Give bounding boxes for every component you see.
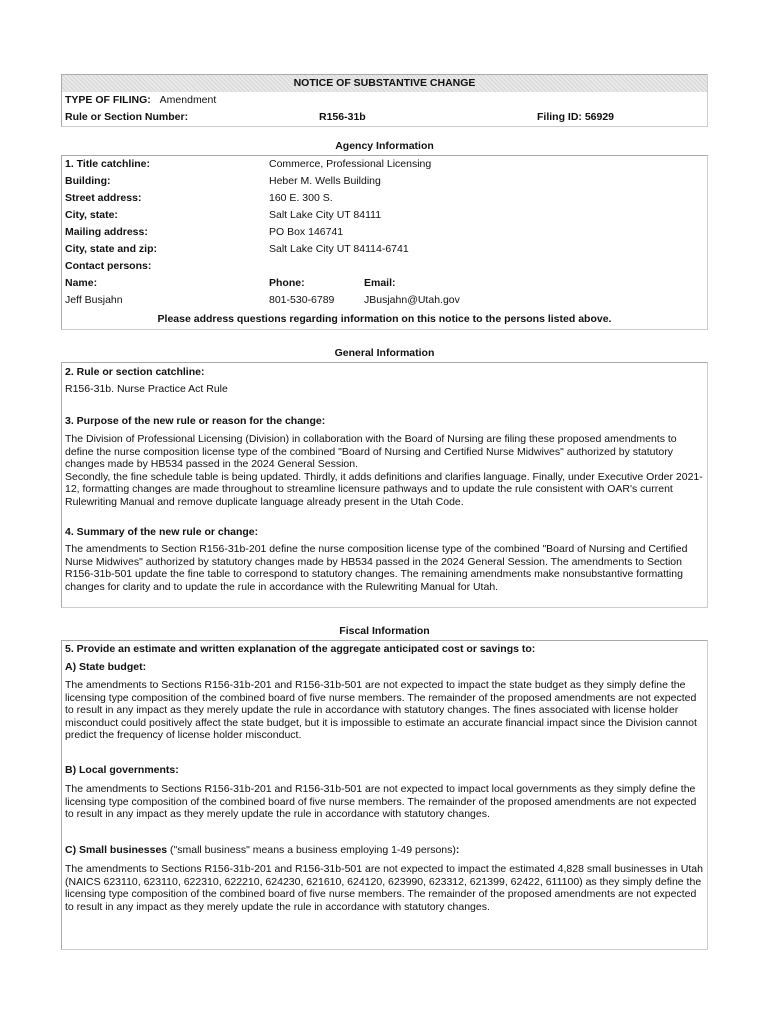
rule-number-row	[62, 109, 707, 126]
agency-row-label: Street address:	[65, 192, 142, 204]
agency-table	[61, 155, 708, 330]
contact-name: Jeff Busjahn	[65, 294, 123, 306]
fiscal-table	[61, 640, 708, 950]
small-businesses-label	[62, 839, 707, 861]
summary-text: The amendments to Section R156-31b-201 define the nurse composition license type of the combined "Board of Nursing and Certified Nurse Midwives" authorized by statutory changes made by HB534 passed in the 2024 General Session. The amendments to Section R156-31b-501 update the fine table to correspond to statutory changes. The remaining amendments make nonsubstantive formatting changes for clarity and to update the rule in accordance with the Rulewriting Manual for Utah.	[65, 543, 688, 593]
filing-type-label: TYPE OF FILING:	[65, 94, 151, 106]
agency-row-label: City, state and zip:	[65, 243, 157, 255]
contact-email: JBusjahn@Utah.gov	[364, 294, 460, 306]
purpose-paragraph-2: Secondly, the fine schedule table is being updated. Thirdly, it adds definitions and clarifies language. Finally, under Executive Order 2021-12, formatting changes are made throughout to streamline licensure pathways and to update the rule consistent with OAR's current Rulewriting Manual and remove duplicate language already present in the Utah Code.	[65, 470, 703, 508]
small-businesses-colon: :	[455, 844, 460, 856]
contact-phone-header: Phone:	[269, 277, 305, 289]
agency-row-value: Commerce, Professional Licensing	[269, 158, 432, 170]
state-budget-text: The amendments to Sections R156-31b-201 and R156-31b-501 are not expected to impact the state budget as they simply define the licensing type composition of the combined board of five nurse members. The remainder of the proposed amendments are not expected to result in any impact as they merely update the rule in accordance with statutory changes. The fines associated with license holder misconduct could positively affect the state budget, but it is impossible to estimate an accurate financial impact since the Division cannot predict the frequency of license holder misconduct.	[65, 679, 697, 742]
purpose-paragraph-1: The Division of Professional Licensing (Division) in collaboration with the Board of Nursing are filing these proposed amendments to define the nurse composition license type of the combined "Board of Nursing and Certified Nurse Midwives" authorized by statutory changes made by HB534 passed in the 2024 General Session.	[65, 433, 677, 471]
agency-row-value: Heber M. Wells Building	[269, 175, 381, 187]
agency-row	[62, 173, 707, 190]
general-table	[61, 362, 708, 608]
filing-type-value: Amendment	[159, 94, 217, 106]
agency-row	[62, 207, 707, 224]
agency-row	[62, 190, 707, 207]
purpose-label: 3. Purpose of the new rule or reason for the change:	[65, 415, 326, 427]
agency-row-label: Mailing address:	[65, 226, 148, 238]
contact-row	[62, 292, 707, 309]
small-businesses-text: The amendments to Sections R156-31b-201 and R156-31b-501 are not expected to impact the estimated 4,828 small businesses in Utah (NAICS 623110, 623110, 622310, 622210, 624230, 621610, 624120, 623990, 623312, 621399, 62422, 611100) as they simply define the licensing type composition of the combined board of five nurse members. The remainder of the proposed amendments are not expected to result in any impact as they merely update the rule in accordance with statutory changes.	[65, 863, 703, 913]
agency-row	[62, 156, 707, 173]
rule-number-label: Rule or Section Number:	[65, 111, 189, 123]
agency-row	[62, 224, 707, 241]
agency-row-value: PO Box 146741	[269, 226, 344, 238]
cost-estimate-label: 5. Provide an estimate and written explanation of the aggregate anticipated cost or savings to:	[65, 643, 536, 655]
agency-row-value: Salt Lake City UT 84111	[269, 209, 382, 221]
contact-phone: 801-530-6789	[269, 294, 335, 306]
rule-number-value: R156-31b	[319, 111, 366, 123]
agency-row-value: Salt Lake City UT 84114-6741	[269, 243, 409, 255]
rule-catchline-value: R156-31b. Nurse Practice Act Rule	[65, 383, 228, 395]
contact-note: Please address questions regarding information on this notice to the persons listed above.	[157, 313, 612, 325]
notice-page	[61, 74, 708, 950]
agency-row-value: 160 E. 300 S.	[269, 192, 333, 204]
filing-type-row	[62, 92, 707, 109]
agency-row-label: 1. Title catchline:	[65, 158, 150, 170]
contact-persons-label: Contact persons:	[65, 260, 152, 272]
local-governments-label: B) Local governments:	[65, 764, 179, 776]
filing-header-box	[61, 74, 708, 127]
agency-row-label: Building:	[65, 175, 111, 187]
agency-row-label: City, state:	[65, 209, 118, 221]
small-businesses-definition: ("small business" means a business employing 1-49 persons)	[167, 844, 456, 856]
agency-section-title: Agency Information	[335, 140, 434, 152]
fiscal-section-title: Fiscal Information	[339, 625, 430, 637]
general-section-title: General Information	[334, 347, 435, 359]
state-budget-label: A) State budget:	[65, 661, 147, 673]
contact-email-header: Email:	[364, 277, 396, 289]
purpose-text	[62, 431, 707, 523]
rule-catchline-label: 2. Rule or section catchline:	[65, 366, 205, 378]
contact-header-row	[62, 275, 707, 292]
notice-title: NOTICE OF SUBSTANTIVE CHANGE	[62, 75, 707, 92]
small-businesses-title: C) Small businesses	[65, 844, 168, 856]
summary-label: 4. Summary of the new rule or change:	[65, 526, 259, 538]
filing-id: Filing ID: 56929	[537, 111, 615, 123]
local-governments-text: The amendments to Sections R156-31b-201 and R156-31b-501 are not expected to impact local governments as they simply define the licensing type composition of the combined board of five nurse members. The remainder of the proposed amendments are not expected to result in any impact as they merely update the rule in accordance with statutory changes.	[65, 783, 697, 821]
agency-row	[62, 241, 707, 258]
contact-name-header: Name:	[65, 277, 98, 289]
